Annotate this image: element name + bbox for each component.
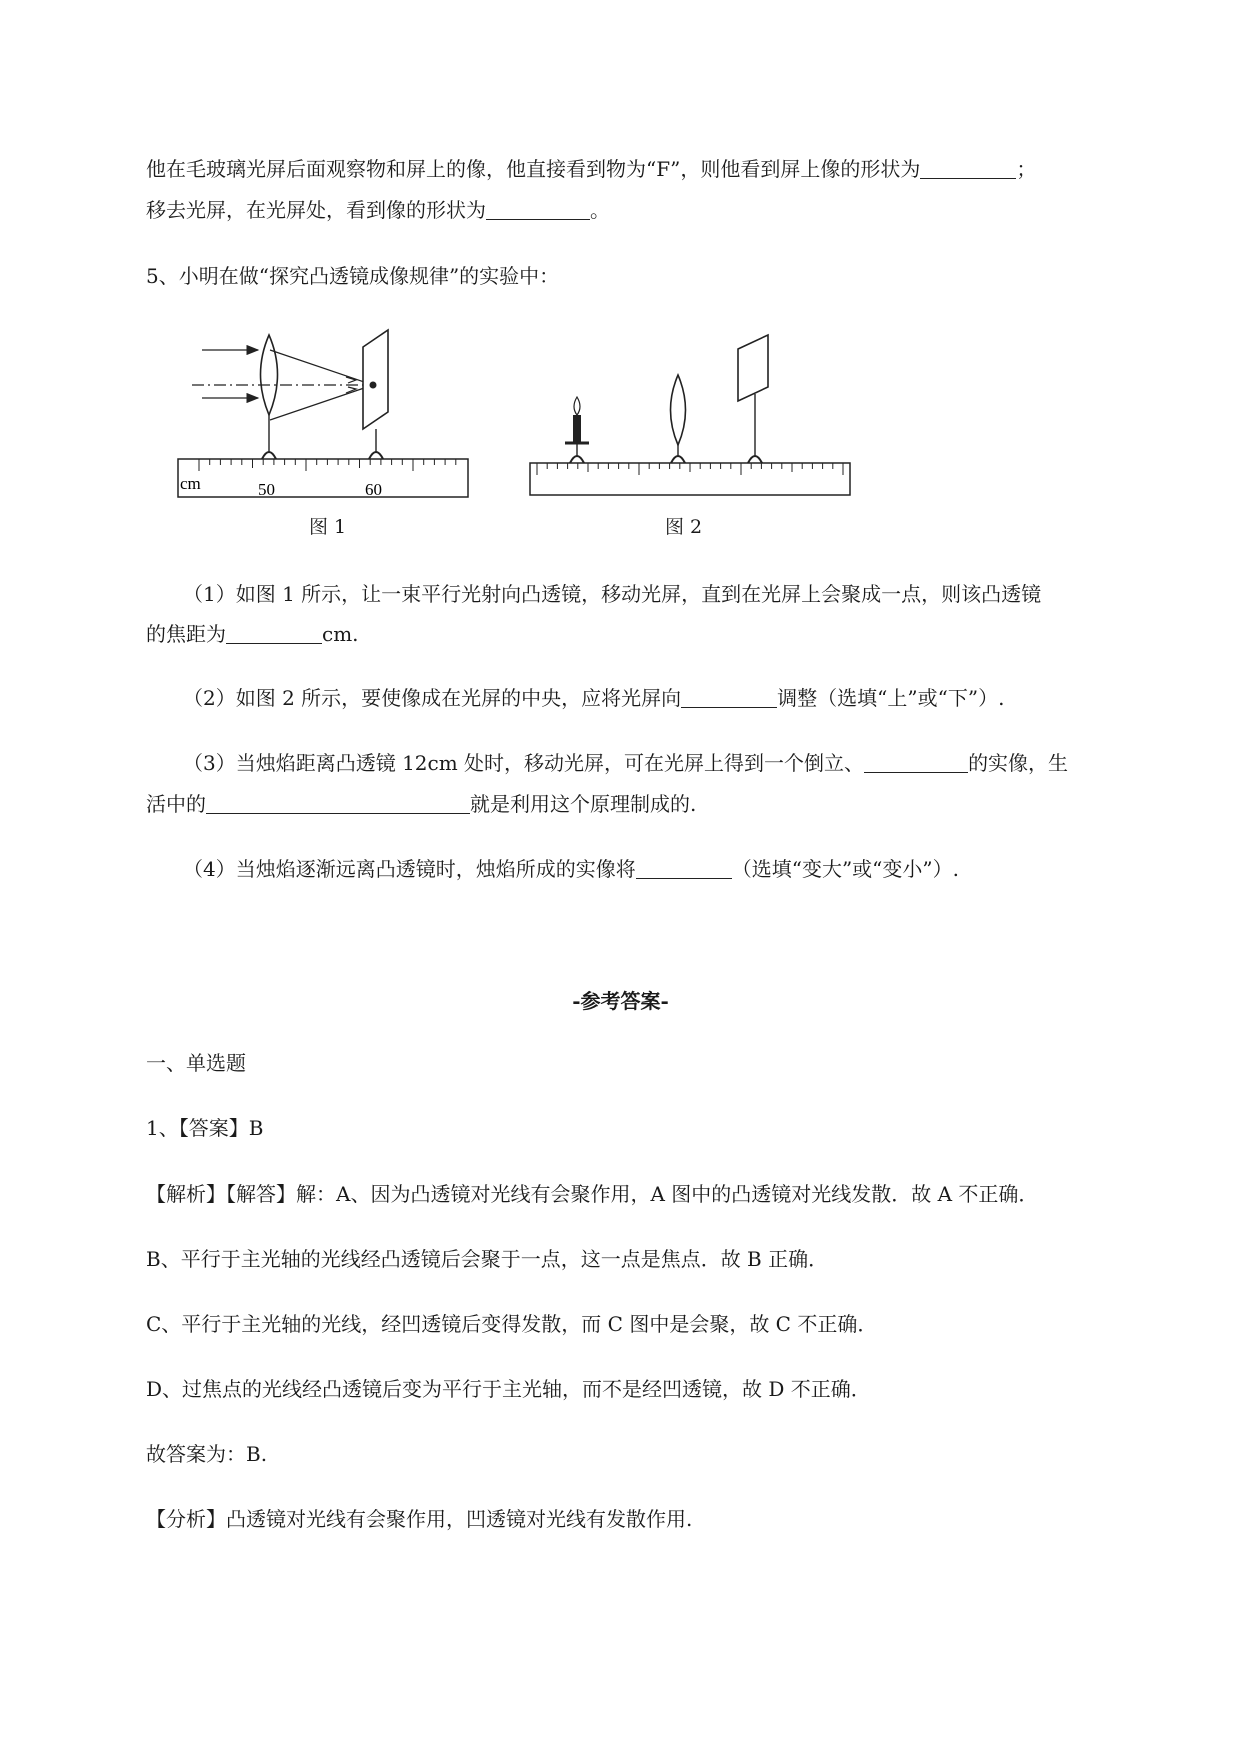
subquestion-4: （4）当烛焰逐渐远离凸透镜时，烛焰所成的实像将 （选填“变大”或“变小”）. <box>183 857 959 881</box>
answer-blank[interactable] <box>206 793 470 814</box>
answer-blank[interactable] <box>226 623 322 644</box>
question-5-title: 5、小明在做“探究凸透镜成像规律”的实验中： <box>146 264 560 288</box>
subquestion-3: （3）当烛焰距离凸透镜 12cm 处时，移动光屏，可在光屏上得到一个倒立、 的实像，生 <box>183 751 1069 775</box>
analysis-summary: 【分析】凸透镜对光线有会聚作用，凹透镜对光线有发散作用. <box>146 1507 693 1531</box>
ruler-tick-label-50: 50 <box>258 480 275 499</box>
figure-2 <box>525 325 855 500</box>
ruler-unit-label: cm <box>180 474 201 493</box>
figure-1 <box>170 325 480 500</box>
subquestion-1: （1）如图 1 所示，让一束平行光射向凸透镜，移动光屏，直到在光屏上会聚成一点，则该凸透镜 <box>183 582 1042 606</box>
analysis-a: 【解析】【解答】解：A、因为凸透镜对光线有会聚作用，A 图中的凸透镜对光线发散．故 A 不正确． <box>146 1182 1039 1206</box>
figure-2-caption: 图 2 <box>665 516 703 538</box>
answer-blank[interactable] <box>920 158 1016 179</box>
answer-blank[interactable] <box>636 858 732 879</box>
answer-blank[interactable] <box>681 687 777 708</box>
subquestion-2: （2）如图 2 所示，要使像成在光屏的中央，应将光屏向 调整（选填“上”或“下”）. <box>183 686 1005 710</box>
subquestion-1-cont: 的焦距为 cm. <box>146 622 359 646</box>
subquestion-3-cont: 活中的 就是利用这个原理制成的. <box>146 792 697 816</box>
conclusion: 故答案为：B. <box>146 1442 268 1466</box>
section-heading: 一、单选题 <box>146 1051 246 1075</box>
text-line: 移去光屏，在光屏处，看到像的形状为 。 <box>146 198 610 222</box>
analysis-d: D、过焦点的光线经凸透镜后变为平行于主光轴，而不是经凹透镜，故 D 不正确． <box>146 1377 871 1401</box>
answer-1: 1、【答案】B <box>146 1116 264 1140</box>
answer-blank[interactable] <box>486 199 590 220</box>
ruler-tick-label-60: 60 <box>365 480 382 499</box>
figure-1-caption: 图 1 <box>309 516 347 538</box>
answers-heading: -参考答案- <box>572 989 669 1013</box>
analysis-c: C、平行于主光轴的光线，经凹透镜后变得发散，而 C 图中是会聚，故 C 不正确． <box>146 1312 878 1336</box>
text-line: 他在毛玻璃光屏后面观察物和屏上的像，他直接看到物为“F”，则他看到屏上像的形状为 ； <box>146 157 1037 181</box>
answer-blank[interactable] <box>864 752 968 773</box>
analysis-b: B、平行于主光轴的光线经凸透镜后会聚于一点，这一点是焦点．故 B 正确． <box>146 1247 829 1271</box>
